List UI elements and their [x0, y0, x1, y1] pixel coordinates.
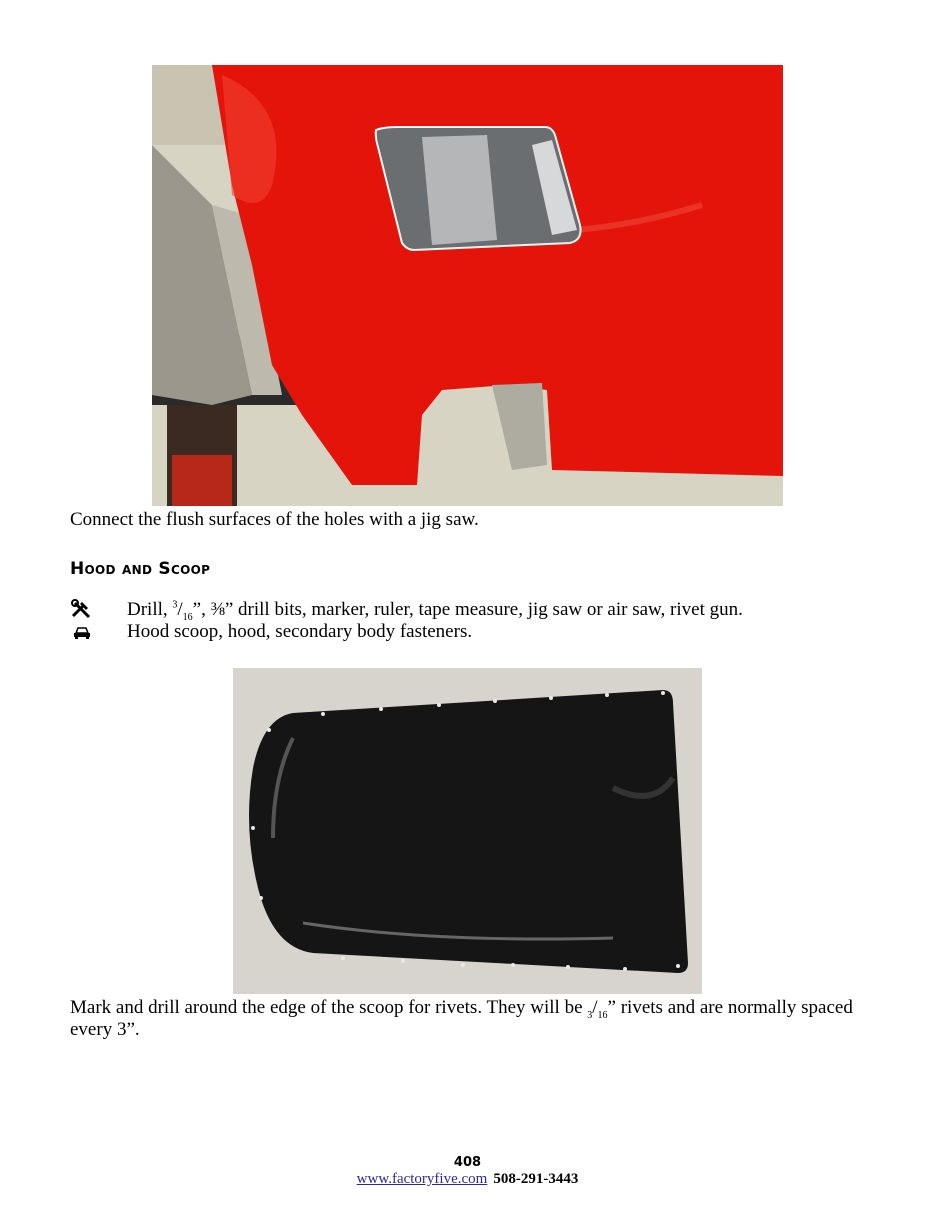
- caption2-after: ” rivets and are normally spaced every 3”.: [70, 997, 853, 1040]
- page-number: 408: [453, 1155, 482, 1170]
- tools-list: Drill, $^3/_{16}$”, ⅜” drill bits, marker, ruler, tape measure, jig saw or air saw, rivet gun.: [127, 599, 743, 623]
- caption2-frac-den: 16: [597, 1009, 608, 1021]
- tools-prefix: Drill,: [127, 599, 173, 620]
- car-icon: [70, 621, 94, 643]
- parts-list: Hood scoop, hood, secondary body fasteners.: [127, 621, 473, 642]
- caption-drill-rivets: Mark and drill around the edge of the scoop for rivets. They will be $_3/_{16}$” rivets and are normally spaced every 3”.: [70, 997, 853, 1040]
- caption2-frac-num: 3: [587, 1009, 593, 1021]
- body-panel-photo: [152, 65, 783, 506]
- tools-frac-den: 16: [182, 611, 193, 623]
- website-link[interactable]: www.factoryfive.com: [356, 1171, 488, 1187]
- caption2-before: Mark and drill around the edge of the scoop for rivets. They will be: [70, 997, 588, 1018]
- tools-rest: ”, ⅜” drill bits, marker, ruler, tape measure, jig saw or air saw, rivet gun.: [192, 599, 743, 620]
- footer: [0, 1171, 935, 1188]
- tools-icon: [70, 599, 94, 621]
- caption-jig-saw: Connect the flush surfaces of the holes with a jig saw.: [70, 509, 479, 530]
- tools-frac-num: 3: [172, 599, 178, 611]
- phone-number: 508-291-3443: [493, 1171, 579, 1187]
- section-heading: Hood and Scoop: [70, 559, 211, 579]
- hood-scoop-photo: [233, 668, 702, 994]
